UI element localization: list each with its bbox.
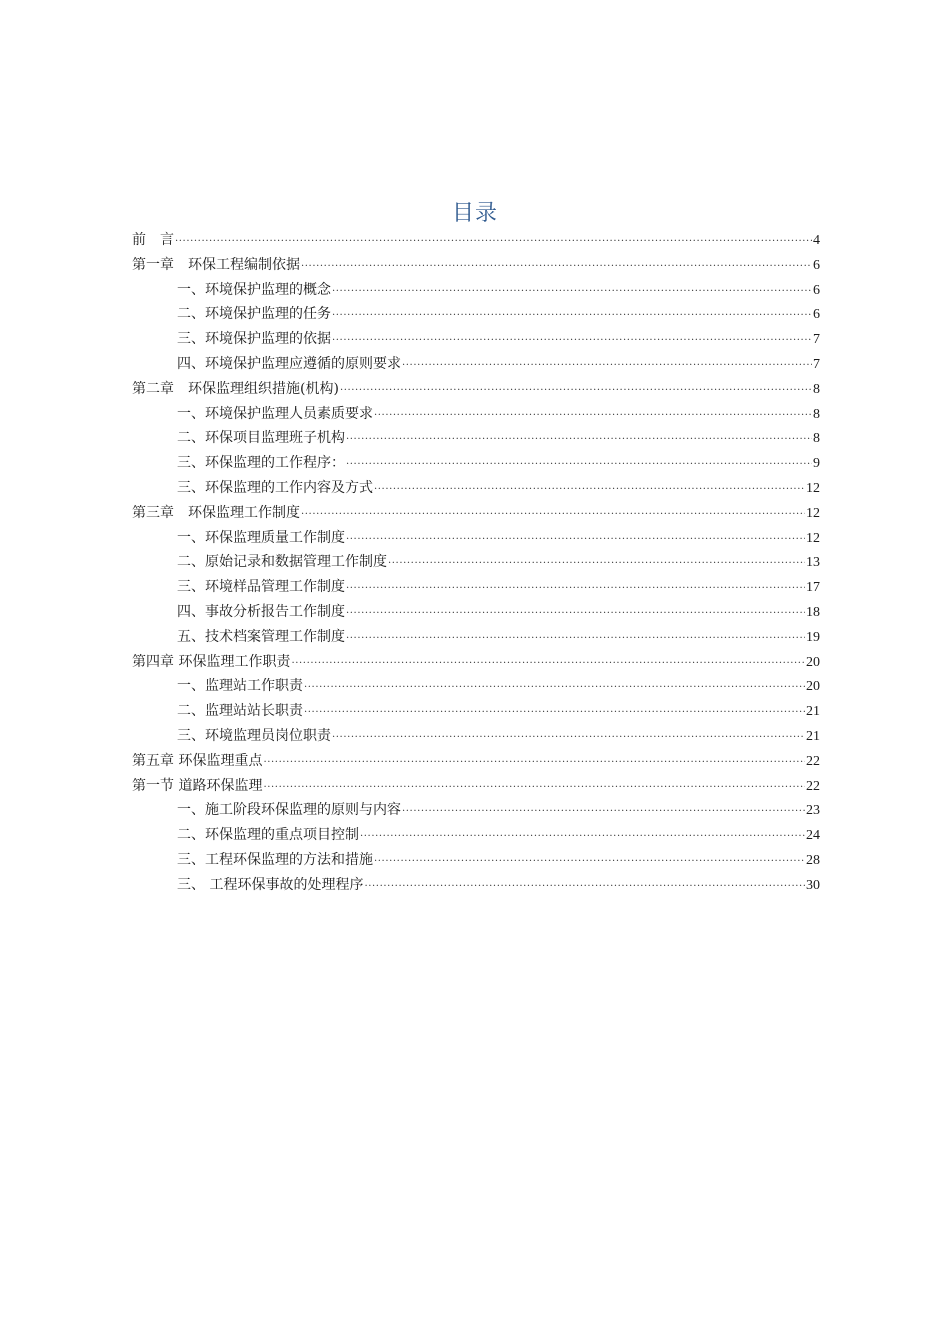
toc-entry[interactable] [132,873,820,898]
toc-entry-label: 第五章 环保监理重点 [132,752,263,769]
toc-entry-page-number: 4 [813,233,820,248]
toc-entry[interactable] [132,724,820,749]
toc-entry[interactable] [132,798,820,823]
toc-entry-page-number: 8 [813,431,820,447]
dot-leader [346,528,805,542]
toc-entry-page-number: 8 [813,406,820,422]
dot-leader [263,751,805,765]
toc-entry-page-number: 7 [813,356,820,372]
dot-leader [304,676,805,690]
toc-entry[interactable] [132,302,820,327]
dot-leader [301,503,805,517]
toc-entry-label: 第二章 环保监理组织措施(机构) [132,380,339,397]
toc-entry[interactable] [132,526,820,551]
toc-entry-page-number: 23 [806,803,820,819]
toc-entry-page-number: 12 [806,480,820,496]
toc-entry-page-number: 6 [813,307,820,323]
toc-entry-label: 三、环境样品管理工作制度 [177,579,345,596]
toc-entry-page-number: 18 [806,604,820,620]
toc-entry[interactable] [132,550,820,575]
dot-leader [291,652,805,666]
toc-entry[interactable] [132,402,820,427]
dot-leader [374,404,812,418]
dot-leader [340,379,812,393]
toc-entry-page-number: 9 [813,456,820,472]
toc-entry-page-number: 20 [806,654,820,670]
dot-leader [263,776,805,790]
toc-entry-label: 五、技术档案管理工作制度 [177,628,345,645]
dot-leader [402,800,805,814]
toc-entry-page-number: 28 [806,852,820,868]
toc-entry[interactable] [132,476,820,501]
toc-entry[interactable] [132,377,820,402]
toc-entry[interactable] [132,327,820,352]
toc-entry-label: 三、工程环保监理的方法和措施 [177,851,373,868]
toc-entry-label: 一、环保监理质量工作制度 [177,529,345,546]
dot-leader [364,875,805,889]
dot-leader [332,304,812,318]
toc-entry-label: 三、环境监理员岗位职责 [177,727,331,744]
toc-entry-label: 三、 工程环保事故的处理程序 [177,876,364,893]
toc-entry-page-number: 6 [813,257,820,273]
toc-entry-label: 一、监理站工作职责 [177,678,303,695]
toc-entry-page-number: 20 [806,679,820,695]
toc-entry-label: 二、环保项目监理班子机构 [177,430,345,447]
toc-entry-label: 三、环境保护监理的依据 [177,331,331,348]
toc-entry-page-number: 21 [806,704,820,720]
toc-entry-label: 二、原始记录和数据管理工作制度 [177,554,387,571]
toc-entry-page-number: 21 [806,728,820,744]
toc-entry[interactable] [132,253,820,278]
toc-entry-page-number: 12 [806,530,820,546]
toc-entry-label: 第四章 环保监理工作职责 [132,653,291,670]
dot-leader [374,478,805,492]
toc-entry[interactable] [132,749,820,774]
dot-leader [402,354,812,368]
toc-entry-page-number: 19 [806,629,820,645]
dot-leader [346,602,805,616]
toc-entry[interactable] [132,451,820,476]
toc-entry-page-number: 13 [806,555,820,571]
toc-entry-page-number: 30 [806,877,820,893]
table-of-contents [132,228,820,898]
dot-leader [374,850,805,864]
toc-entry[interactable] [132,774,820,799]
dot-leader [175,230,812,244]
toc-entry[interactable] [132,228,820,253]
dot-leader [360,825,805,839]
dot-leader [304,701,805,715]
toc-entry-page-number: 17 [806,580,820,596]
toc-entry-page-number: 6 [813,282,820,298]
toc-entry-label: 二、环保监理的重点项目控制 [177,827,359,844]
toc-entry-label: 三、环保监理的工作内容及方式 [177,479,373,496]
toc-entry[interactable] [132,278,820,303]
toc-entry-label: 一、施工阶段环保监理的原则与内容 [177,802,401,819]
toc-entry[interactable] [132,674,820,699]
toc-title: 目录 [451,201,498,226]
toc-entry-label: 第一节 道路环保监理 [132,777,263,794]
dot-leader [332,280,812,294]
toc-entry[interactable] [132,575,820,600]
toc-entry-label: 三、环保监理的工作程序： [177,455,345,472]
toc-entry-label: 二、环境保护监理的任务 [177,306,331,323]
toc-entry[interactable] [132,352,820,377]
toc-entry[interactable] [132,848,820,873]
dot-leader [346,627,805,641]
toc-entry-label: 第一章 环保工程编制依据 [132,256,300,273]
toc-entry-label: 一、环境保护监理人员素质要求 [177,405,373,422]
dot-leader [332,726,805,740]
toc-entry-label: 二、监理站站长职责 [177,703,303,720]
toc-entry-page-number: 22 [806,753,820,769]
toc-entry-page-number: 24 [806,828,820,844]
toc-entry[interactable] [132,699,820,724]
toc-entry[interactable] [132,625,820,650]
toc-entry-page-number: 8 [813,381,820,397]
toc-entry-label: 一、环境保护监理的概念 [177,281,331,298]
toc-entry-label: 前 言 [132,232,174,248]
toc-entry[interactable] [132,600,820,625]
dot-leader [301,255,812,269]
dot-leader [388,552,805,566]
toc-entry-label: 四、环境保护监理应遵循的原则要求 [177,355,401,372]
dot-leader [346,428,812,442]
toc-entry-label: 第三章 环保监理工作制度 [132,504,300,521]
toc-entry-page-number: 7 [813,332,820,348]
dot-leader [332,329,812,343]
toc-entry[interactable] [132,823,820,848]
dot-leader [346,577,805,591]
toc-entry-label: 四、事故分析报告工作制度 [177,603,345,620]
dot-leader [346,453,812,467]
toc-entry[interactable] [132,426,820,451]
toc-entry-page-number: 12 [806,505,820,521]
toc-entry[interactable] [132,501,820,526]
toc-entry-page-number: 22 [806,778,820,794]
toc-entry[interactable] [132,650,820,675]
